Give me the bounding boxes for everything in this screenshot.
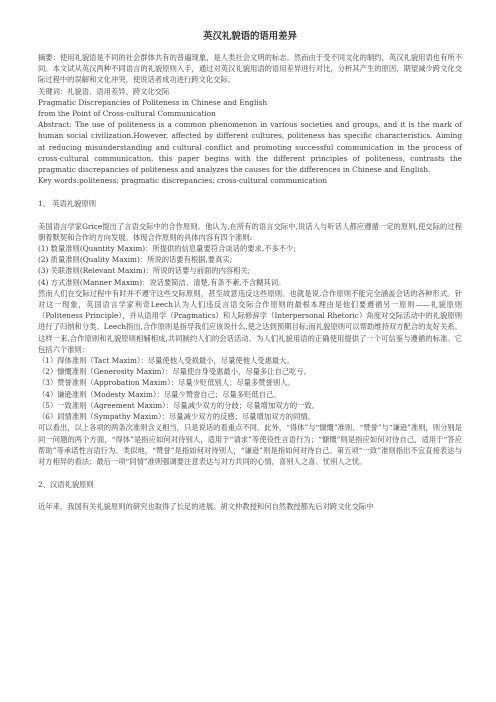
- paper-title: 英汉礼貌语的语用差异: [203, 31, 297, 42]
- maxim-item: (1) 数量准则(Quantity Maxim)：所提供的信息量要符合谈话的要求,不多不少;: [38, 244, 296, 254]
- rule-item: （4）谦逊准则（Modesty Maxim）：尽量少赞誉自己；尽量多贬低自己。: [38, 389, 281, 399]
- section1-paragraph-1: 美国语言学家Grice提出了言语交际中的合作原则。他认为,在所有的语言交际中,说话人与听话人都应遵循一定的原则,使交际的过程朝着默契和合作的方向发展。体现合作原则的具体内容有四个准则:: [38, 221, 462, 242]
- rule-item: （3）赞誉准则（Approbation Maxim）：尽量少贬低别人；尽量多赞誉别人。: [38, 378, 295, 388]
- english-title-line-2: from the Point of Cross-cultural Communication: [38, 109, 216, 119]
- document-page: [38, 30, 462, 513]
- section1-paragraph-3: 可以看出，以上各项的两条次准则含义相当，只是说话的着重点不同。此外，“得体”与“慷慨”准则、“赞誉”与“谦逊”准则，则分别是同一问题的两个方面，“得体”是指应如何对待别人，适用于“请求”等使役性言语行为；“慷慨”则是指应如何对待自己，适用于“答应帮助”等承诺性言语行为。类似地，“赞誉”是指如何对待别人，“谦逊”则是指如何对待自己。第五项“一致”准则指出不宜直接表达与对方相异的看法；最后一项“同情”准则强调要注意表达与对方共同的心情，喜别人之喜、忧别人之忧。: [38, 423, 462, 466]
- rule-item: （5）一致准则（Agreement Maxim）：尽量减少双方的分歧；尽量增加双方的一致。: [38, 400, 320, 410]
- spacer: [38, 210, 462, 221]
- spacer: [38, 490, 462, 501]
- section-heading-1: 1、 英语礼貌原则: [38, 199, 97, 209]
- rule-item: （2）慷慨准则（Generosity Maxim）：尽量使自身受惠最小，尽量多让自己吃亏。: [38, 367, 311, 377]
- abstract-english: Abstract: The use of politeness is a common phenomenon in various societies and groups, and it is the mark of human social civilization.However, affected by different cultures, politeness has specific characteristics. Aiming at reducing misunderstanding and cultural conflict and promoting successful communication in the process of cross-cultural communication, this paper begins with the different principles of politeness, contrasts the pragmatic discrepancies of politeness and analyzes the causes for the differences in Chinese and English.: [38, 120, 462, 175]
- section2-paragraph-1: 近年来，我国有关礼貌原则的研究也取得了长足的进展。胡文仲教授和何自然教授都先后对跨文化交际中: [38, 502, 374, 512]
- keywords-chinese: 关键词：礼貌语、语用差异、跨文化交际: [38, 86, 170, 96]
- spacer: [38, 186, 462, 198]
- spacer: [38, 467, 462, 479]
- maxim-item: (4) 方式准则(Manner Maxim)：说话要简洁、清楚,有条不紊,不含糊其词。: [38, 277, 286, 287]
- section-heading-2: 2、汉语礼貌原则: [38, 480, 94, 490]
- rule-item: （1）得体准则（Tact Maxim）：尽量使他人受损最小，尽量使他人受惠最大。: [38, 356, 294, 366]
- rule-item: （6）同情准则（Sympathy Maxim）：尽量减少双方的反感；尽量增加双方的同情。: [38, 412, 315, 422]
- maxim-item: (3) 关联准则(Relevant Maxim)：所说的话要与前面的内容相关;: [38, 266, 251, 276]
- keywords-english: Key words:politeness; pragmatic discrepancies; cross-cultural communication: [38, 176, 328, 186]
- english-title-line-1: Pragmatic Discrepancies of Politeness in Chinese and English: [38, 97, 268, 107]
- maxim-item: (2) 质量准则(Quality Maxim)：所说的话要有根据,要真实;: [38, 255, 233, 265]
- abstract-chinese: 摘要：使用礼貌语是不同的社会群体共有的普遍现象，是人类社会文明的标志。然而由于受不同文化的制约，英汉礼貌用语也有所不同。本文试从英汉两种不同语言的礼貌原则入手，通过对英汉礼貌用语的语用差异进行对比，分析其产生的原因，期望减少跨文化交际过程中的误解和文化冲突，使说话者成功进行跨文化交际。: [38, 53, 462, 85]
- section1-paragraph-2: 然而人们在交际过程中有时并不遵守这些交际原则，甚至故意违反这些原则。也就是说,合作原则不能完全涵盖会话的各种形式。针对这一现象，英国语言学家利奇Leech认为人们违反言语交际合作原则的最根本理由是他们要遵循另一原则——礼貌原则（Politeness Principle），并从语用学（Pragmatics）和人际修辞学（Interpersonal Rhetoric）角度对交际活动中的礼貌原则进行了归纳和分类。Leech指出,合作原则是指导我们应该说什么,使之达到预期目标;而礼貌原则可以帮助维持双方配合的友好关系。这样一来,合作原则和礼貌原则相辅相成,共同制约人们的会话活动。为人们礼貌用语的正确使用提供了一个可信鉴与遵循的标准。它包括六个准则：: [38, 288, 462, 354]
